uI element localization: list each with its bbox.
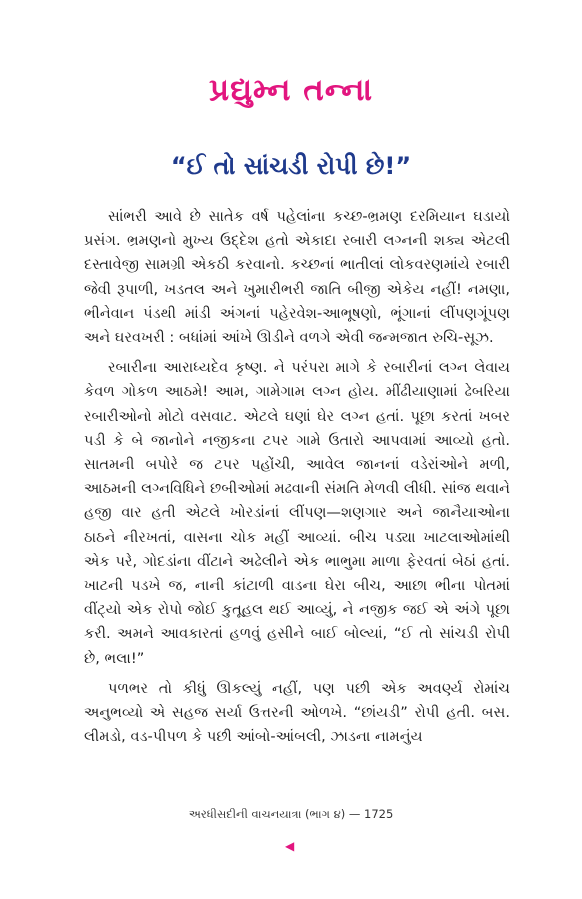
paragraph-3: પળભર તો કીધું ઊકલ્યું નહીં, પણ પછી એક અવર્ણ્ય રોમાંચ અનુભવ્યો એ સહજ સર્યા ઉત્તરની ઓળખે. “છાંયડી” રોપી હતી. બસ. લીમડો, વડ-પીપળ કે પછી આંબો-આંબલી, ઝાડના નામનુંય	[84, 679, 510, 746]
author-name: પ્રદ્યુમ્ન તન્ના	[208, 72, 374, 108]
paragraph-1: સાંભરી આવે છે સાતેક વર્ષ પહેલાંના કચ્છ-ભ્રમણ દરમિયાન ઘડાયો પ્રસંગ. ભ્રમણનો મુખ્ય ઉદ્દેશ હતો એકાદા રબારી લગ્નની શક્ય એટલી દસ્તાવેજી સામગ્રી એકઠી કરવાનો. કચ્છનાં ભાતીલાં લોકવરણમાંયે રબારી જેવી રૂપાળી, ખડતલ અને ખુમારીભરી જાતિ બીજી એકેય નહીં! નમણા, ભીનેવાન પંડથી માંડી અંગનાં પહેરવેશ-આભૂષણો, ભૂંગાનાં લીંપણગૂંપણ અને ઘરવખરી : બધાંમાં આંખે ઊડીને વળગે એવી જન્મજાત રુચિ-સૂઝ.	[84, 208, 510, 347]
page-footer: અરધીસદીની વાચનયાત્રા (ભાગ ૪) — 1725	[188, 807, 394, 821]
article-body	[84, 205, 510, 755]
paragraph-2: રબારીના આરાધ્યદેવ કૃષ્ણ. ને પરંપરા માગે કે રબારીનાં લગ્ન લેવાય કેવળ ગોકળ આઠમે! આમ, ગામેગામ લગ્ન હોય. મીંઢીયાણામાં ઢેબરિયા રબારીઓનો મોટો વસવાટ. એટલે ઘણાં ઘેર લગ્ન હતાં. પૂછા કરતાં ખબર પડી કે બે જાનોને નજીકના ટપર ગામે ઉતારો આપવામાં આવ્યો હતો. સાતમની બપોરે જ ટપર પહોંચી, આવેલ જાનનાં વડેરાંઓને મળી, આઠમની લગ્નવિધિને છબીઓમાં મઢવાની સંમતિ મેળવી લીધી. સાંજ થવાને હજી વાર હતી એટલે ખોરડાંનાં લીંપણ—શણગાર અને જાનૈયાઓના ઠાઠને નીરખતાં, વાસના ચોક મહીં આવ્યાં. બીચ પડ્યા ખાટલાઓમાંથી એક પરે, ગોદડાંના વીંટાને અઢેલીને એક ભાભુમા માળા ફેરવતાં બેઠાં હતાં. ખાટની પડખે જ, નાની કાંટાળી વાડના ઘેરા બીચ, આછા ભીના પોતમાં વીંટ્યો એક રોપો જોઈ કુતૂહલ થઈ આવ્યું, ને નજીક જઈ એ અંગે પૂછા કરી. અમને આવકારતાં હળવું હસીને બાઈ બોલ્યાં, “ઈ તો સાંચડી રોપી છે, ભલા!”	[84, 359, 510, 667]
previous-page-arrow-icon[interactable]: ◀	[285, 839, 295, 853]
page-title: “ઈ તો સાંચડી રોપી છે!”	[170, 152, 412, 180]
